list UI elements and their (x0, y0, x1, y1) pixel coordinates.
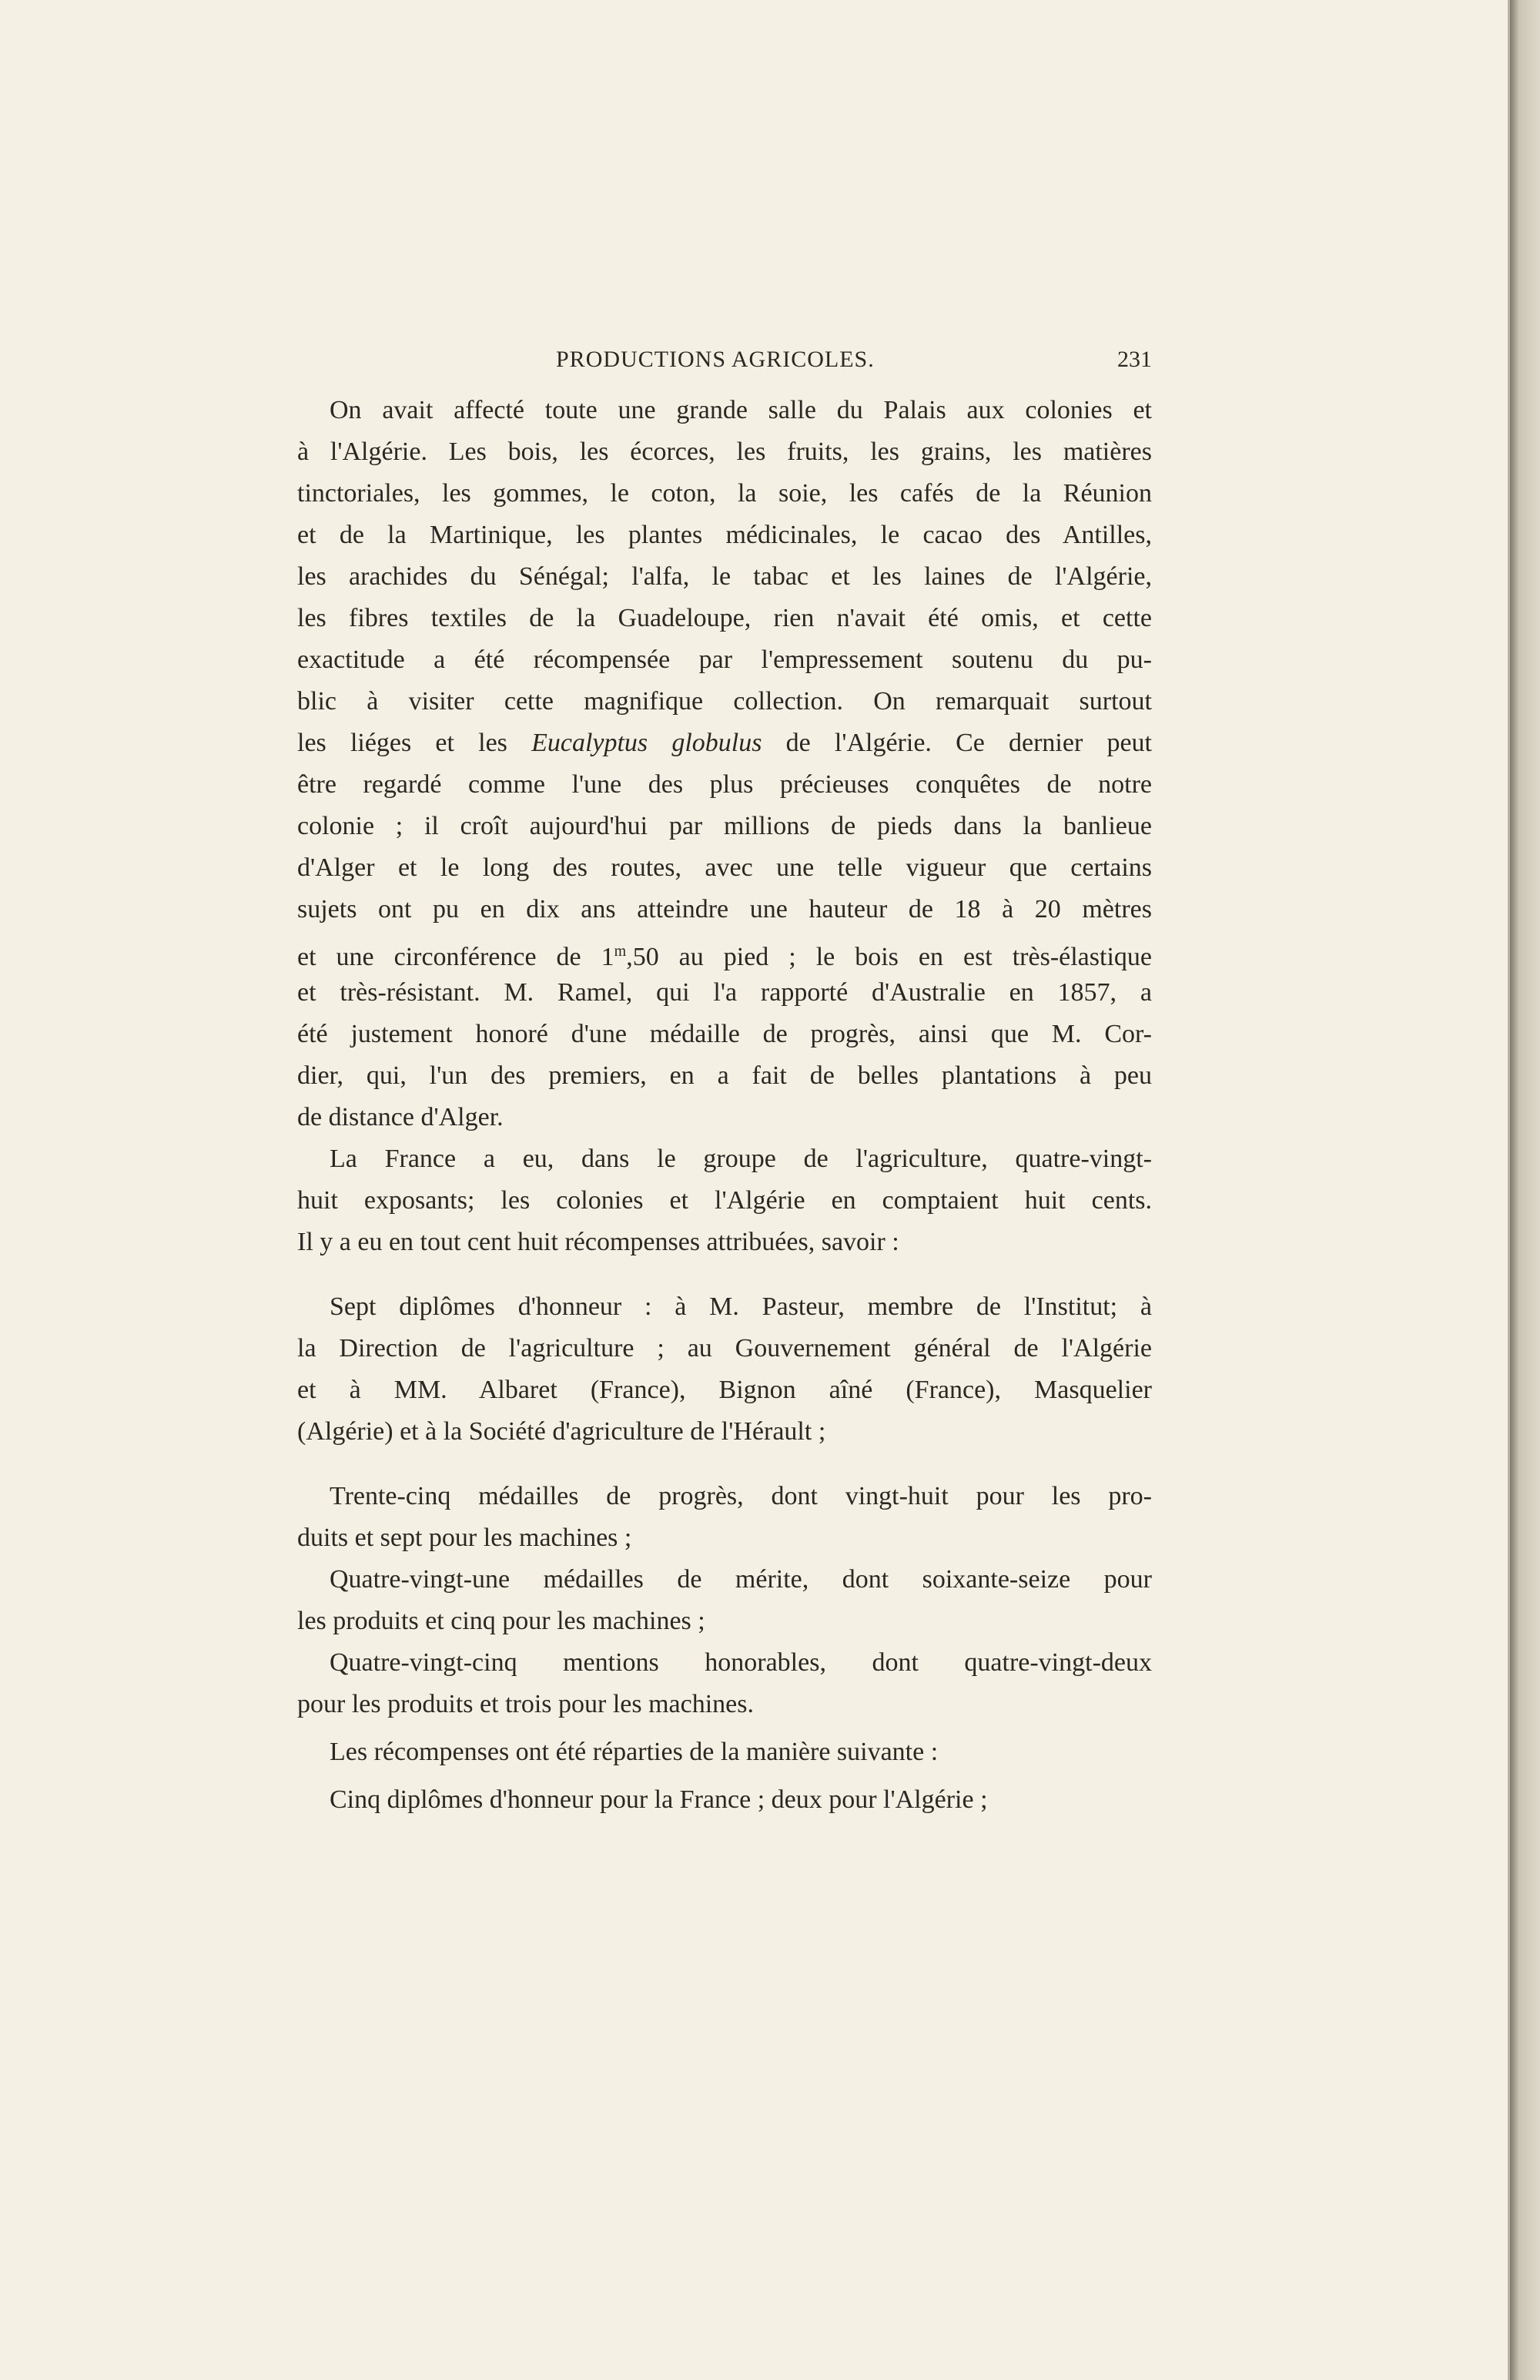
text-line: tinctoriales, les gommes, le coton, la soie, les cafés de la Réunion (297, 479, 1152, 508)
text-line: et à MM. Albaret (France), Bignon aîné (France), Masquelier (297, 1376, 1152, 1404)
text-line: duits et sept pour les machines ; (297, 1524, 632, 1552)
text-line: Sept diplômes d'honneur : à M. Pasteur, membre de l'Institut; à (330, 1292, 1152, 1321)
paragraph-medailles-progres (297, 1476, 1152, 1559)
text-line: colonie ; il croît aujourd'hui par millions de pieds dans la banlieue (297, 812, 1152, 840)
text-line: huit exposants; les colonies et l'Algérie en comptaient huit cents. (297, 1186, 1152, 1215)
text-line: pour les produits et trois pour les machines. (297, 1690, 755, 1718)
spacer (297, 1773, 1152, 1779)
text-line: de distance d'Alger. (297, 1103, 504, 1131)
text-line: la Direction de l'agriculture ; au Gouvernement général de l'Algérie (297, 1334, 1152, 1363)
paragraph-diplomes (297, 1286, 1152, 1453)
paragraph-mentions (297, 1642, 1152, 1725)
text-line: Trente-cinq médailles de progrès, dont vingt-huit pour les pro- (330, 1482, 1152, 1510)
text-line: les fibres textiles de la Guadeloupe, rien n'avait été omis, et cette (297, 604, 1152, 632)
text-line: blic à visiter cette magnifique collection. On remarquait surtout (297, 687, 1152, 716)
paragraph-exposants (297, 1138, 1152, 1263)
text-line: les produits et cinq pour les machines ; (297, 1607, 705, 1635)
text-line: Quatre-vingt-une médailles de mérite, dont soixante-seize pour (330, 1565, 1152, 1594)
text-line: les arachides du Sénégal; l'alfa, le tabac et les laines de l'Algérie, (297, 562, 1152, 591)
text-line: La France a eu, dans le groupe de l'agriculture, quatre-vingt- (330, 1145, 1152, 1173)
text-line: Il y a eu en tout cent huit récompenses attribuées, savoir : (297, 1228, 899, 1256)
text-fragment: et une circonférence de 1 (297, 943, 614, 971)
running-title: PRODUCTIONS AGRICOLES. (556, 347, 875, 372)
paragraph-colonies (297, 390, 1152, 1138)
text-line (297, 930, 1152, 972)
spacer (297, 1263, 1152, 1286)
page-body (297, 390, 1152, 1821)
text-fragment: ,50 au pied ; le bois en est très-élastique (626, 943, 1152, 971)
text-line: et très-résistant. M. Ramel, qui l'a rapporté d'Australie en 1857, a (297, 978, 1152, 1007)
running-header (297, 347, 1152, 385)
text-line: et de la Martinique, les plantes médicinales, le cacao des Antilles, (297, 521, 1152, 549)
text-fragment: les liéges et les (297, 729, 507, 757)
text-line: dier, qui, l'un des premiers, en a fait de belles plantations à peu (297, 1061, 1152, 1090)
paragraph-cinq-diplomes (297, 1779, 1152, 1821)
text-line: être regardé comme l'une des plus précieuses conquêtes de notre (297, 770, 1152, 799)
text-line: Quatre-vingt-cinq mentions honorables, dont quatre-vingt-deux (330, 1648, 1152, 1677)
text-line: sujets ont pu en dix ans atteindre une hauteur de 18 à 20 mètres (297, 895, 1152, 924)
text-line (297, 722, 1152, 764)
paragraph-repartition (297, 1731, 1152, 1773)
paragraph-medailles-merite (297, 1559, 1152, 1642)
italic-species-name: Eucalyptus globulus (531, 729, 762, 757)
page-number: 231 (1117, 347, 1152, 372)
text-line: Les récompenses ont été réparties de la manière suivante : (330, 1738, 939, 1766)
text-line: d'Alger et le long des routes, avec une telle vigueur que certains (297, 853, 1152, 882)
text-line: On avait affecté toute une grande salle du Palais aux colonies et (330, 396, 1152, 424)
superscript-unit: m (614, 943, 627, 960)
text-fragment: de l'Algérie. Ce dernier peut (785, 729, 1152, 757)
spacer (297, 1725, 1152, 1731)
text-line: exactitude a été récompensée par l'empressement soutenu du pu- (297, 645, 1152, 674)
text-line: Cinq diplômes d'honneur pour la France ; deux pour l'Algérie ; (330, 1785, 988, 1814)
page-edge-shadow (1510, 0, 1540, 2380)
text-line: été justement honoré d'une médaille de progrès, ainsi que M. Cor- (297, 1020, 1152, 1048)
text-line: (Algérie) et à la Société d'agriculture de l'Hérault ; (297, 1417, 826, 1446)
spacer (297, 1453, 1152, 1476)
text-line: à l'Algérie. Les bois, les écorces, les fruits, les grains, les matières (297, 437, 1152, 466)
